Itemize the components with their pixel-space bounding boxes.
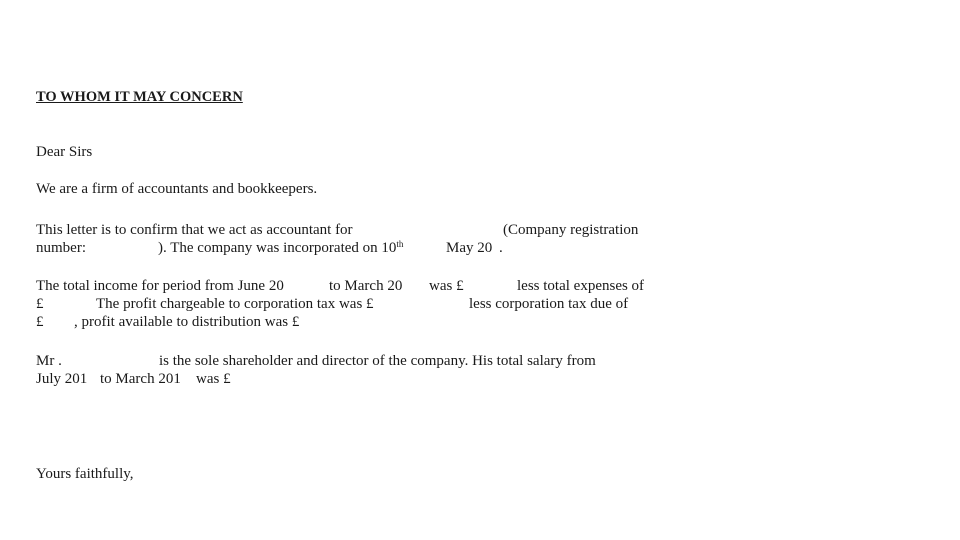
text: £ — [36, 314, 44, 330]
text: is the sole shareholder and director of the company. His total salary from — [159, 353, 596, 369]
text: July 201 — [36, 371, 88, 387]
text: ). The company was incorporated on 10 — [158, 240, 397, 256]
text: , profit available to distribution was £ — [74, 314, 300, 330]
text: to March 20 — [329, 278, 403, 294]
text: This letter is to confirm that we act as accountant for — [36, 222, 353, 238]
text: to March 201 — [100, 371, 181, 387]
text — [158, 239, 403, 257]
text: May 20 — [446, 240, 493, 256]
text: was £ — [196, 371, 231, 387]
text: (Company registration — [503, 222, 639, 238]
text: Mr . — [36, 353, 62, 369]
text: less total expenses of — [517, 278, 645, 294]
text: The total income for period from June 20 — [36, 278, 284, 294]
text: was £ — [429, 278, 464, 294]
text: The profit chargeable to corporation tax was £ — [96, 296, 374, 312]
text: £ — [36, 296, 44, 312]
closing: Yours faithfully, — [36, 466, 134, 482]
superscript: th — [396, 239, 404, 249]
salutation: Dear Sirs — [36, 144, 93, 160]
text: . — [499, 240, 503, 256]
letter-title: TO WHOM IT MAY CONCERN — [36, 89, 243, 105]
text: less corporation tax due of — [469, 296, 629, 312]
intro-paragraph: We are a firm of accountants and bookkeepers. — [36, 181, 318, 197]
text: number: — [36, 240, 86, 256]
